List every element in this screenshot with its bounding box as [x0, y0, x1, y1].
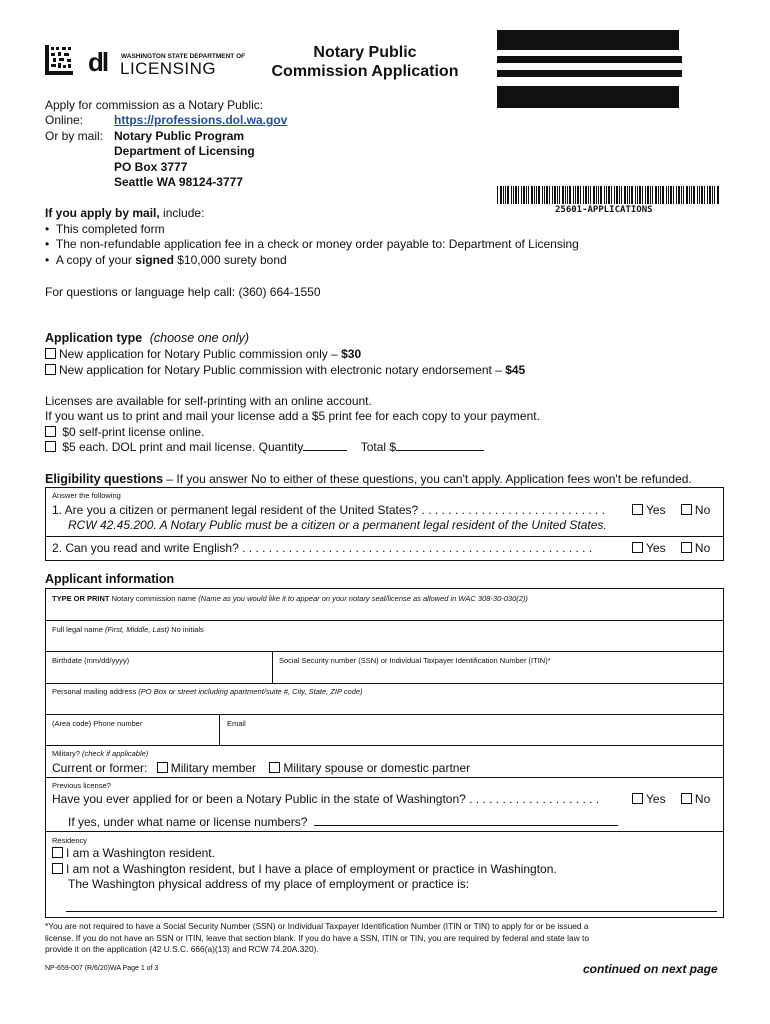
barcode	[497, 186, 722, 204]
commission-name-field[interactable]	[46, 604, 723, 619]
previous-license-followup: If yes, under what name or license numbers?	[68, 815, 618, 831]
online-label: Online:	[45, 113, 84, 127]
barcode-text: 25601-APPLICATIONS	[555, 205, 653, 215]
mail-include-bullet1: • This completed form	[45, 222, 165, 236]
previous-license-question: Have you ever applied for or been a Notary Public in the state of Washington? . . . . . . . . . . . . . . . . . . . .	[52, 792, 600, 806]
intro-apply: Apply for commission as a Notary Public:	[45, 98, 264, 112]
email-field[interactable]	[220, 729, 723, 744]
residency-option2-line2: The Washington physical address of my place of employment or practice is:	[68, 877, 470, 891]
mail-address-line4: Seattle WA 98124-3777	[114, 175, 243, 189]
form-title-line2: Commission Application	[271, 63, 459, 80]
continued-next-page: continued on next page	[583, 962, 718, 976]
checkbox[interactable]	[52, 863, 63, 874]
phone-field[interactable]	[46, 729, 218, 744]
license-print-option2[interactable]: $5 each. DOL print and mail license. Quantity Total $	[45, 440, 484, 456]
office-use-bars	[497, 30, 682, 108]
mail-address-line3: PO Box 3777	[114, 160, 188, 174]
checkbox[interactable]	[45, 426, 56, 437]
ssn-footnote: *You are not required to have a Social Security Number (SSN) or Individual Taxpayer Identification Number (ITIN or TIN) to apply for or be issued a license. If you do not have an SSN or ITIN, leave that section blank. If you do have a SSN, ITIN or TIN, you are required by federal and state law to provide it on the application (42 U.S.C. 666(a)(13) and RCW 74.20A.320).	[45, 921, 590, 954]
previous-no-checkbox[interactable]	[681, 793, 692, 804]
employment-address-field[interactable]	[66, 911, 717, 912]
previous-license-field[interactable]	[314, 825, 618, 826]
dept-small-text: WASHINGTON STATE DEPARTMENT OF	[121, 53, 246, 60]
eligibility-q2: 2. Can you read and write English? . . . . . . . . . . . . . . . . . . . . . . . . . . . . . . . . . . . . . . . . . . . . . . . . . . . . .	[52, 541, 593, 555]
eligibility-q1-note: RCW 42.45.200. A Notary Public must be a citizen or a permanent legal resident of the United States.	[68, 518, 607, 532]
mail-include-heading: If you apply by mail, include:	[45, 206, 205, 220]
eligibility-q1-answers[interactable]: Yes No	[632, 503, 710, 519]
application-type-option2[interactable]: New application for Notary Public commission with electronic notary endorsement – $45	[45, 363, 525, 379]
legal-name-field[interactable]	[46, 635, 723, 650]
form-id: NP-659-007 (R/6/20)WA Page 1 of 3	[45, 965, 159, 972]
ssn-field[interactable]	[273, 666, 723, 681]
eligibility-q2-answers[interactable]: Yes No	[632, 541, 710, 557]
military-spouse-checkbox[interactable]	[269, 762, 280, 773]
address-field[interactable]	[46, 697, 723, 712]
license-print-option1[interactable]: $0 self-print license online.	[45, 425, 204, 441]
mail-include-bullet2: • The non-refundable application fee in a check or money order payable to: Department of Licensing	[45, 237, 579, 251]
checkbox[interactable]	[45, 348, 56, 359]
q2-no-checkbox[interactable]	[681, 542, 692, 553]
total-field[interactable]	[396, 450, 484, 451]
birthdate-label: Birthdate (mm/dd/yyyy)	[52, 656, 130, 665]
previous-license-answers[interactable]: Yes No	[632, 792, 710, 808]
answer-label: Answer the following	[52, 491, 121, 500]
military-question: Current or former: Military member Military spouse or domestic partner	[52, 761, 471, 775]
residency-option2[interactable]: I am not a Washington resident, but I have a place of employment or practice in Washington.	[52, 862, 557, 878]
ssn-label: Social Security number (SSN) or Individual Taxpayer Identification Number (ITIN)*	[279, 656, 551, 665]
dol-logo	[88, 47, 246, 81]
phone-label: (Area code) Phone number	[52, 719, 143, 728]
qr-code-icon	[45, 45, 73, 75]
email-label: Email	[227, 719, 246, 728]
applicant-heading: Applicant information	[45, 572, 175, 586]
license-print-line2: If you want us to print and mail your license add a $5 print fee for each copy to your payment.	[45, 409, 540, 423]
q2-yes-checkbox[interactable]	[632, 542, 643, 553]
checkbox[interactable]	[52, 847, 63, 858]
online-url-link[interactable]: https://professions.dol.wa.gov	[114, 113, 288, 127]
commission-name-label: TYPE OR PRINT Notary commission name (Name as you would like it to appear on your notary seal/license as allowed in WAC 308-30-030(2))	[52, 594, 528, 603]
previous-license-label: Previous license?	[52, 781, 111, 790]
application-type-heading: Application type (choose one only)	[45, 331, 250, 345]
previous-yes-checkbox[interactable]	[632, 793, 643, 804]
quantity-field[interactable]	[303, 450, 347, 451]
eligibility-heading: Eligibility questions – If you answer No to either of these questions, you can't apply. Application fees won't be refunded.	[45, 472, 692, 486]
application-type-option1[interactable]: New application for Notary Public commission only – $30	[45, 347, 361, 363]
mail-address-line1: Notary Public Program	[114, 129, 245, 143]
checkbox[interactable]	[45, 441, 56, 452]
dept-big-text: LICENSING	[120, 59, 217, 78]
military-label: Military? (check if applicable)	[52, 749, 149, 758]
birthdate-field[interactable]	[46, 666, 271, 681]
checkbox[interactable]	[45, 364, 56, 375]
form-title-line1: Notary Public	[313, 44, 417, 61]
military-member-checkbox[interactable]	[157, 762, 168, 773]
mail-include-bullet3: • A copy of your signed $10,000 surety bond	[45, 253, 287, 267]
eligibility-q1: 1. Are you a citizen or permanent legal resident of the United States? . . . . . . . . . . . . . . . . . . . . . . . . . . . .	[52, 503, 605, 517]
help-line: For questions or language help call: (360) 664-1550	[45, 285, 321, 299]
residency-label: Residency	[52, 836, 88, 845]
mail-address-line2: Department of Licensing	[114, 144, 255, 158]
legal-name-label: Full legal name (First, Middle, Last) No initials	[52, 625, 204, 634]
license-print-line1: Licenses are available for self-printing with an online account.	[45, 394, 372, 408]
q1-no-checkbox[interactable]	[681, 504, 692, 515]
mail-label: Or by mail:	[45, 129, 104, 143]
address-label: Personal mailing address (PO Box or street including apartment/suite #, City, State, ZIP code)	[52, 687, 363, 696]
logo-mark: dl	[88, 47, 108, 77]
residency-option1[interactable]: I am a Washington resident.	[52, 846, 215, 862]
q1-yes-checkbox[interactable]	[632, 504, 643, 515]
